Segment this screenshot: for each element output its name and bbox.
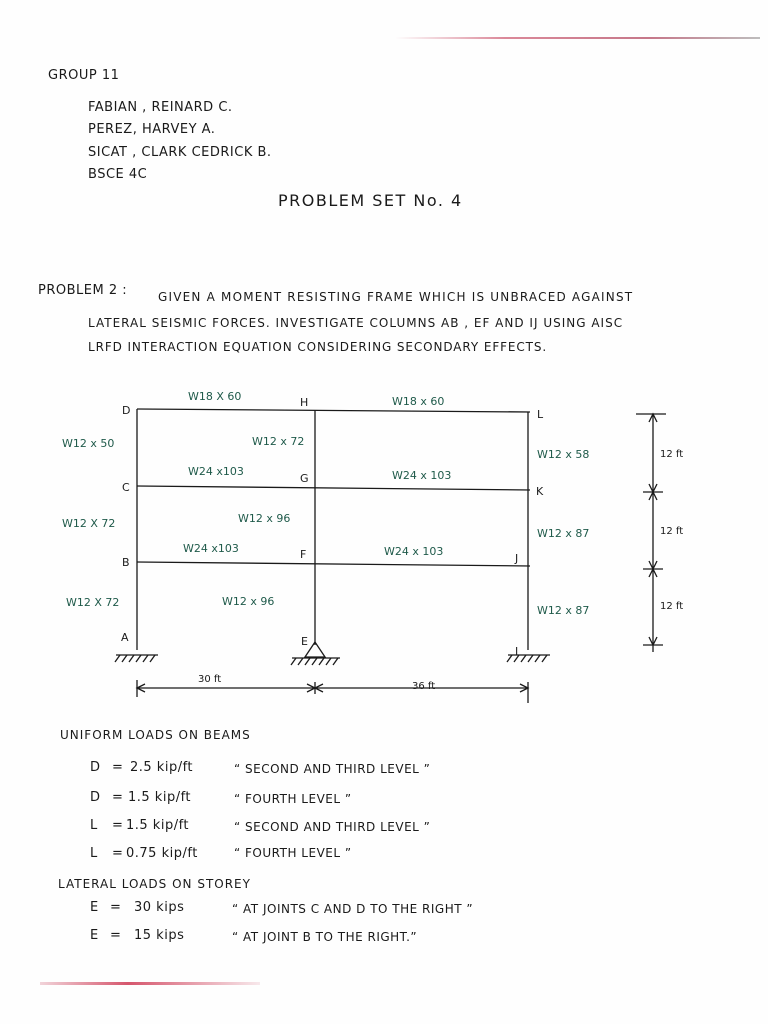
lateral-heading: LATERAL LOADS ON STOREY <box>58 877 251 891</box>
column-label-ab: W12 X 72 <box>66 596 120 609</box>
joint-k: K <box>536 485 544 498</box>
column-label-fg: W12 x 96 <box>238 512 291 525</box>
column-label-gh: W12 x 72 <box>252 435 305 448</box>
column-label-jk: W12 x 87 <box>537 527 590 540</box>
joint-g: G <box>300 472 309 485</box>
dim-height-1: 12 ft <box>660 449 684 460</box>
beam-bfj <box>137 562 530 566</box>
beam-label-hl: W18 x 60 <box>392 395 445 408</box>
beam-label-bf: W24 x103 <box>183 542 239 555</box>
load-1-symbol: D <box>90 760 101 775</box>
lateral-2-value: 15 kips <box>134 928 185 943</box>
lateral-1-symbol: E <box>90 900 99 915</box>
problem-line-3: LRFD INTERACTION EQUATION CONSIDERING SECONDARY EFFECTS. <box>88 340 548 354</box>
load-2-symbol: D <box>90 790 101 805</box>
joint-f: F <box>300 548 307 561</box>
member-1: FABIAN , REINARD C. <box>88 100 233 115</box>
lateral-1-value: 30 kips <box>134 900 185 915</box>
problem-line-1: GIVEN A MOMENT RESISTING FRAME WHICH IS UNBRACED AGAINST <box>158 290 634 304</box>
joint-c: C <box>122 481 130 494</box>
load-4-symbol: L <box>90 846 98 861</box>
joint-b: B <box>122 556 130 569</box>
lateral-1-equals: = <box>110 900 122 915</box>
joint-l: L <box>537 408 544 421</box>
dim-height-3: 12 ft <box>660 601 684 612</box>
load-4-equals: = <box>112 846 124 861</box>
load-3-value: 1.5 kip/ft <box>126 818 190 833</box>
load-2-description: “ FOURTH LEVEL ” <box>234 792 352 806</box>
lateral-2-equals: = <box>110 928 122 943</box>
lateral-1-description: “ AT JOINTS C AND D TO THE RIGHT ” <box>232 902 474 916</box>
joint-a: A <box>121 631 129 644</box>
member-3: SICAT , CLARK CEDRICK B. <box>88 145 272 160</box>
joint-j: J <box>515 552 519 565</box>
joint-i: I <box>515 645 519 658</box>
joint-d: D <box>122 404 131 417</box>
beam-dhl <box>137 409 530 412</box>
column-label-bc: W12 X 72 <box>62 517 116 530</box>
dim-span-2: 36 ft <box>412 681 436 692</box>
joint-h: H <box>300 396 309 409</box>
beam-label-cg: W24 x103 <box>188 465 244 478</box>
loads-heading: UNIFORM LOADS ON BEAMS <box>60 728 251 742</box>
load-4-description: “ FOURTH LEVEL ” <box>234 846 352 860</box>
load-1-description: “ SECOND AND THIRD LEVEL ” <box>234 762 431 776</box>
group-label: GROUP 11 <box>48 68 120 83</box>
joint-e: E <box>301 635 308 648</box>
lateral-2-symbol: E <box>90 928 99 943</box>
beam-label-fj: W24 x 103 <box>384 545 444 558</box>
problem-line-2: LATERAL SEISMIC FORCES. INVESTIGATE COLUMNS AB , EF AND IJ USING AISC <box>88 316 624 330</box>
dim-span-1: 30 ft <box>198 674 222 685</box>
problem-label: PROBLEM 2 : <box>38 283 128 298</box>
load-1-equals: = <box>112 760 124 775</box>
column-label-cd: W12 x 50 <box>62 437 115 450</box>
column-label-ef: W12 x 96 <box>222 595 275 608</box>
beam-label-gk: W24 x 103 <box>392 469 452 482</box>
load-2-value: 1.5 kip/ft <box>128 790 192 805</box>
lateral-2-description: “ AT JOINT B TO THE RIGHT.” <box>232 930 418 944</box>
load-2-equals: = <box>112 790 124 805</box>
dim-height-2: 12 ft <box>660 526 684 537</box>
page-title: PROBLEM SET No. 4 <box>278 191 463 210</box>
load-3-symbol: L <box>90 818 98 833</box>
beam-label-dh: W18 X 60 <box>188 390 242 403</box>
column-label-ij: W12 x 87 <box>537 604 590 617</box>
column-label-kl: W12 x 58 <box>537 448 590 461</box>
beam-cgk <box>137 486 530 490</box>
load-3-description: “ SECOND AND THIRD LEVEL ” <box>234 820 431 834</box>
section-label: BSCE 4C <box>88 167 148 182</box>
load-4-value: 0.75 kip/ft <box>126 846 198 861</box>
load-1-value: 2.5 kip/ft <box>130 760 194 775</box>
member-2: PEREZ, HARVEY A. <box>88 122 216 137</box>
load-3-equals: = <box>112 818 124 833</box>
